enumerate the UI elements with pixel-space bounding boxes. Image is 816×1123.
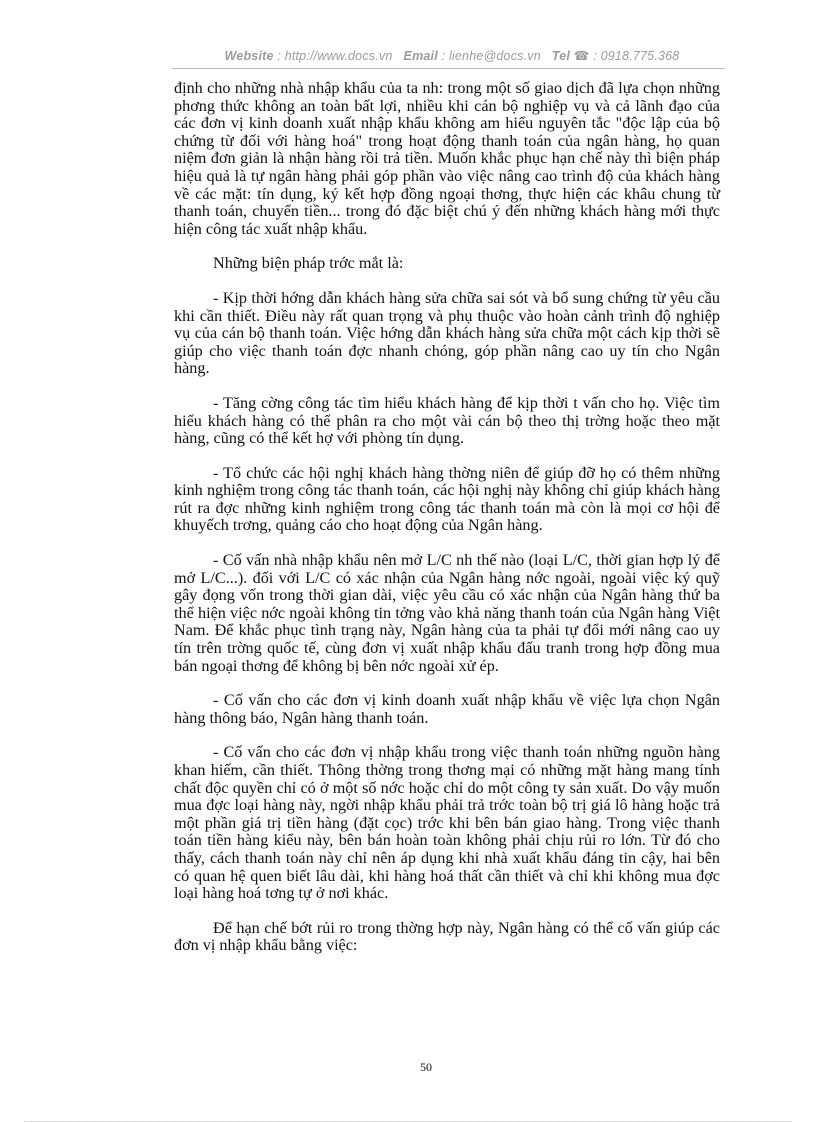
page-number: 50 xyxy=(420,1060,432,1074)
paragraph-risk-limit: Để hạn chế bớt rủi ro trong thờng hợp này, Ngân hàng có thể cố vấn giúp các đơn vị nhập khẩu bằng việc: xyxy=(174,918,720,955)
email-address[interactable]: : lienhe@docs.vn xyxy=(441,49,541,63)
paragraph-scarce-goods: - Cố vấn cho các đơn vị nhập khẩu trong việc thanh toán những nguồn hàng khan hiếm, cần thiết. Thông thờng trong thơng mại có những mặt hàng mang tính chất độc quyền chỉ có ở một số nớc hoặc chỉ do một công ty sản xuất. Do vậy muốn mua đợc loại hàng này, ngời nhập khẩu phải trả trớc toàn bộ trị giá lô hàng hoặc trả một phần giá trị tiền hàng (đặt cọc) trớc khi bên bán giao hàng. Trong việc thanh toán tiền hàng kiểu này, bên bán hoàn toàn không phải chịu rủi ro lớn. Từ đó cho thấy, cách thanh toán này chỉ nên áp dụng khi nhà xuất khẩu đáng tin cậy, hai bên có quan hệ quen biết lâu dài, khi hàng hoá thất cần thiết và chỉ khi không mua đợc loại hàng hoá tơng tự ở nơi khác. xyxy=(174,743,720,903)
paragraph-customer-research: - Tăng cờng công tác tìm hiểu khách hàng để kịp thời t vấn cho họ. Việc tìm hiểu khách hàng có thể phân ra cho một vài cán bộ theo thị trờng hoặc theo mặt hàng, cũng có thể kết hợ với phòng tín dụng. xyxy=(174,393,720,448)
website-url[interactable]: : http://www.docs.vn xyxy=(277,49,393,63)
tel-label: Tel xyxy=(551,49,571,63)
paragraph-intro: định cho những nhà nhập khẩu của ta nh: trong một số giao dịch đã lựa chọn những phơng thức không an toàn bất lợi, nhiều khi cán bộ nghiệp vụ và cả lãnh đạo của các đơn vị kinh doanh xuất nhập khẩu không am hiểu nguyên tắc "độc lập của bộ chứng từ đối với hàng hoá" trong hoạt động thanh toán của ngân hàng, họ quan niệm đơn giản là nhận hàng rồi trả tiền. Muốn khắc phục hạn chế này thì biện pháp hiệu quả là tự ngân hàng phải góp phần vào việc nâng cao trình độ của khách hàng về các mặt: tín dụng, ký kết hợp đồng ngoại thơng, thực hiện các khâu chung từ thanh toán, chuyển tiền... trong đó đặc biệt chú ý đến những khách hàng mới thực hiện công tác xuất nhập khẩu. xyxy=(174,79,720,238)
email-label: Email xyxy=(403,49,438,63)
header-divider xyxy=(172,68,725,69)
website-label: Website xyxy=(224,49,274,63)
paragraph-bank-selection: - Cố vấn cho các đơn vị kinh doanh xuất nhập khẩu về việc lựa chọn Ngân hàng thông báo, Ngân hàng thanh toán. xyxy=(174,691,720,727)
page-header xyxy=(172,48,732,63)
paragraph-measures-heading: Những biện pháp trớc mắt là: xyxy=(213,254,404,273)
paragraph-lc-advice: - Cố vấn nhà nhập khẩu nên mở L/C nh thế nào (loại L/C, thời gian hợp lý để mở L/C...). đối với L/C có xác nhận của Ngân hàng nớc ngoài, ngoài việc ký quỹ gây đọng vốn trong thời gian dài, việc yêu cầu có xác nhận của Ngân hàng thứ ba thể hiện việc nớc ngoài không tin tởng vào khả năng thanh toán của Ngân hàng Việt Nam. Để khắc phục tình trạng này, Ngân hàng của ta phải tự đổi mới nâng cao uy tín trên trờng quốc tế, cùng đơn vị xuất nhập khẩu đấu tranh trong hợp đồng mua bán ngoại thơng để không bị bên nớc ngoài xử ép. xyxy=(174,551,720,675)
paragraph-conferences: - Tổ chức các hội nghị khách hàng thờng niên để giúp đỡ họ có thêm những kinh nghiệm trong công tác thanh toán, các hội nghị này không chỉ giúp khách hàng rút ra đợc những kinh nghiệm trong công tác thanh toán mà còn là mọi cơ hội để khuyếch trơng, quảng cáo cho hoạt động của Ngân hàng. xyxy=(174,463,720,535)
document-body xyxy=(174,80,720,972)
footer-divider xyxy=(24,1121,792,1122)
paragraph-guidance: - Kịp thời hớng dẫn khách hàng sửa chữa sai sót và bổ sung chứng từ yêu cầu khi cần thiết. Điều này rất quan trọng và phụ thuộc vào hoàn cảnh trình độ nghiệp vụ của cán bộ thanh toán. Việc hớng dẫn khách hàng sửa chữa một cách kịp thời sẽ giúp cho việc thanh toán đợc nhanh chóng, góp phần nâng cao uy tín cho Ngân hàng. xyxy=(174,288,720,378)
tel-number: ☎ : 0918.775.368 xyxy=(573,49,680,63)
